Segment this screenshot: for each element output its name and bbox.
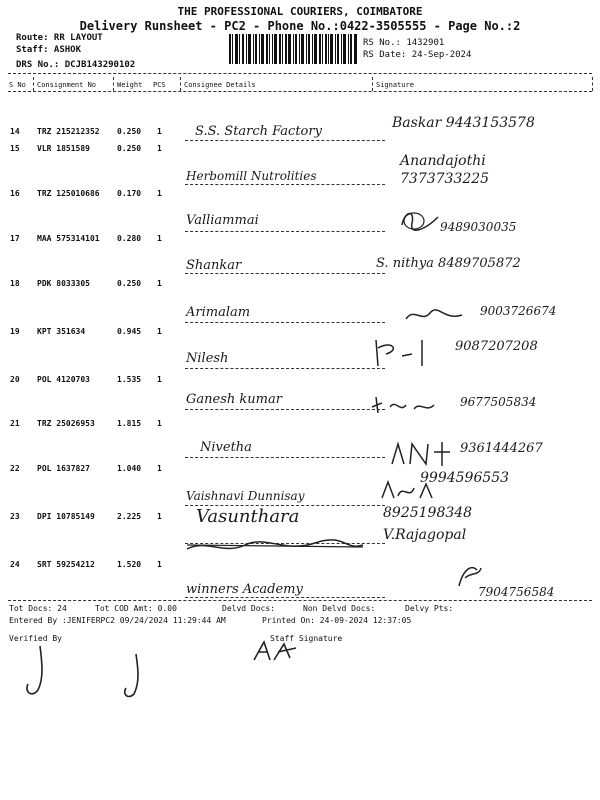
row-weight: 0.250 [117, 279, 142, 288]
row-consignment: TRZ 25026953 [37, 419, 95, 428]
row-weight: 0.280 [117, 234, 142, 243]
row-sno: 21 [10, 419, 20, 428]
row-consignee-handwritten: Shankar [186, 258, 242, 273]
staff-label: Staff: ASHOK [16, 45, 82, 55]
struck-scribble [185, 535, 365, 557]
row-sno: 17 [10, 234, 20, 243]
row-underline [185, 273, 385, 274]
row-signature-handwritten: 9994596553 [420, 470, 510, 486]
row-underline [185, 409, 385, 410]
row-signature-handwritten: S. nithya 8489705872 [376, 256, 521, 271]
row-sno: 19 [10, 327, 20, 336]
row-underline [185, 322, 385, 323]
row-pcs: 1 [157, 279, 162, 288]
row-consignee-handwritten: Herbomill Nutrolities [186, 169, 317, 183]
row-sno: 23 [10, 512, 20, 521]
row-consignee-handwritten: Arimalam [186, 305, 251, 320]
row-consignee-handwritten: winners Academy [186, 582, 303, 597]
row-underline [185, 140, 385, 141]
printed-on: Printed On: 24-09-2024 12:37:05 [262, 616, 412, 625]
col-signature: Signature [376, 81, 414, 89]
row-consignment: POL 4120703 [37, 375, 90, 384]
row-consignee-handwritten: Valliammai [186, 213, 259, 228]
row-signature-handwritten: 8925198348 V.Rajagopal [383, 505, 473, 543]
row-underline [185, 231, 385, 232]
delivery-points: Delvy Pts: [405, 604, 454, 613]
signature-scribble [372, 336, 432, 372]
row-consignment: TRZ 215212352 [37, 127, 100, 136]
col-divider [33, 77, 34, 91]
row-consignment: DPI 10785149 [37, 512, 95, 521]
row-pcs: 1 [157, 327, 162, 336]
col-divider [592, 77, 593, 91]
row-pcs: 1 [157, 375, 162, 384]
total-docs: Tot Docs: 24 [9, 604, 67, 613]
row-weight: 1.815 [117, 419, 142, 428]
table-bottom-divider [8, 600, 592, 601]
signature-scribble [370, 395, 460, 417]
table-row [0, 93, 600, 144]
table-row [0, 234, 600, 285]
row-consignee-handwritten: Nivetha [200, 440, 252, 455]
delivered-docs: Delvd Docs: [222, 604, 275, 613]
total-cod: Tot COD Amt: 0.00 [95, 604, 177, 613]
row-underline [185, 184, 385, 185]
signature-scribble [400, 205, 440, 235]
table-row [0, 327, 600, 378]
header-bottom-divider [8, 91, 592, 92]
col-divider [372, 77, 373, 91]
row-sno: 14 [10, 127, 20, 136]
row-signature-handwritten: 7904756584 [478, 585, 555, 599]
row-consignment: KPT 351634 [37, 327, 86, 336]
staff-signature-label: Staff Signature [270, 634, 343, 643]
col-sno: S No [9, 81, 26, 89]
verified-signature-2 [120, 650, 150, 702]
row-pcs: 1 [157, 512, 162, 521]
row-consignment: VLR 1851589 [37, 144, 90, 153]
row-consignee-handwritten: S.S. Starch Factory [195, 124, 322, 139]
row-signature-handwritten: 9361444267 [460, 441, 543, 456]
rs-number: RS No.: 1432901 [363, 38, 445, 48]
row-weight: 0.250 [117, 144, 142, 153]
company-title: THE PROFESSIONAL COURIERS, COIMBATORE [177, 5, 423, 18]
table-row [0, 419, 600, 470]
row-consignment: POL 1637827 [37, 464, 90, 473]
row-consignment: MAA 575314101 [37, 234, 100, 243]
row-signature-handwritten: 9489030035 [440, 220, 517, 234]
row-consignment: TRZ 125010686 [37, 189, 100, 198]
non-delivered-docs: Non Delvd Docs: [303, 604, 376, 613]
row-weight: 0.250 [117, 127, 142, 136]
table-row [0, 279, 600, 330]
row-consignee-handwritten: Ganesh kumar [186, 392, 282, 407]
table-row [0, 560, 600, 611]
row-weight: 2.225 [117, 512, 142, 521]
row-pcs: 1 [157, 127, 162, 136]
row-signature-handwritten: 9003726674 [480, 304, 557, 318]
signature-scribble [404, 305, 464, 325]
barcode [229, 34, 357, 64]
verified-by-label: Verified By [9, 634, 62, 643]
row-sno: 15 [10, 144, 20, 153]
col-divider [180, 77, 181, 91]
row-pcs: 1 [157, 560, 162, 569]
rs-date: RS Date: 24-Sep-2024 [363, 50, 472, 60]
col-weight: Weight [117, 81, 143, 89]
row-consignment: PDK 8033305 [37, 279, 90, 288]
signature-scribble [455, 560, 485, 590]
runsheet-title: Delivery Runsheet - PC2 - Phone No.:0422-3505555 - Page No.:2 [79, 19, 521, 33]
signature-scribble [390, 440, 460, 470]
row-underline [185, 597, 385, 598]
table-row [0, 189, 600, 240]
row-consignee-handwritten: Vasunthara [196, 506, 300, 527]
row-pcs: 1 [157, 189, 162, 198]
row-sno: 16 [10, 189, 20, 198]
col-divider [113, 77, 114, 91]
row-sno: 22 [10, 464, 20, 473]
row-weight: 1.040 [117, 464, 142, 473]
row-sno: 20 [10, 375, 20, 384]
row-pcs: 1 [157, 144, 162, 153]
drs-number: DRS No.: DCJB143290102 [16, 60, 136, 70]
entered-by: Entered By :JENIFERPC2 09/24/2024 11:29:44 AM [9, 616, 226, 625]
signature-scribble [380, 478, 440, 504]
row-signature-handwritten: Baskar 9443153578 [392, 115, 535, 131]
table-row [0, 144, 600, 195]
row-underline [185, 457, 385, 458]
staff-signature [250, 638, 300, 664]
row-pcs: 1 [157, 464, 162, 473]
row-signature-handwritten: Anandajothi 7373733225 [400, 153, 490, 187]
route-label: Route: RR LAYOUT [16, 33, 103, 43]
row-weight: 0.170 [117, 189, 142, 198]
row-weight: 1.520 [117, 560, 142, 569]
row-pcs: 1 [157, 234, 162, 243]
row-weight: 0.945 [117, 327, 142, 336]
row-pcs: 1 [157, 419, 162, 428]
row-underline [185, 368, 385, 369]
header-divider [8, 73, 592, 74]
col-pcs: PCS [153, 81, 166, 89]
row-signature-handwritten: 9677505834 [460, 395, 537, 409]
row-consignee-handwritten: Vaishnavi Dunnisay [186, 489, 305, 503]
col-consignment: Consignment No [37, 81, 97, 89]
row-consignee-handwritten: Nilesh [186, 351, 229, 366]
row-sno: 24 [10, 560, 20, 569]
col-consignee: Consignee Details [184, 81, 256, 89]
row-weight: 1.535 [117, 375, 142, 384]
row-sno: 18 [10, 279, 20, 288]
verified-signature [20, 642, 60, 700]
row-signature-handwritten: 9087207208 [455, 339, 538, 354]
row-consignment: SRT 59254212 [37, 560, 95, 569]
